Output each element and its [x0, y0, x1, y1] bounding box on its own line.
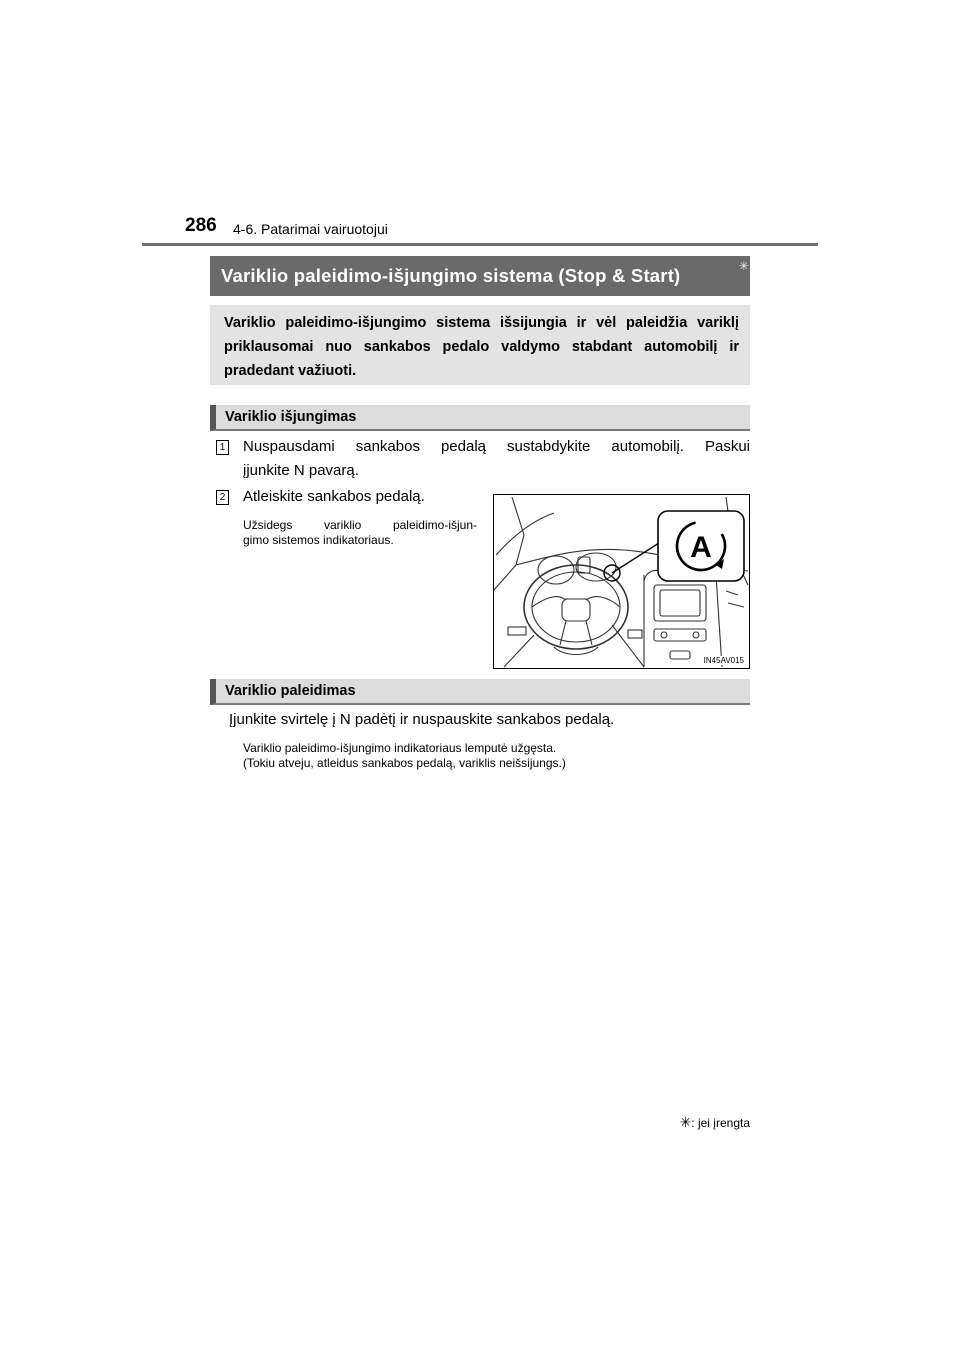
step-1-text-line-1: Nuspausdami sankabos pedalą sustabdykite automobilį. Paskui [243, 438, 750, 455]
dashboard-illustration [493, 494, 750, 669]
section-heading-text: Variklio išjungimas [225, 409, 357, 425]
dashboard-drawing [494, 495, 749, 668]
step-2-note-line-1: Užsidegs variklio paleidimo-išjun- [243, 518, 477, 532]
intro-text: Variklio paleidimo-išjungimo sistema išsijungia ir vėl paleidžia variklį priklausomai nuo sankabos pedalo valdymo stabdant automobilį ir pradedant važiuoti. [224, 315, 739, 379]
asterisk-icon: ✳ [738, 259, 749, 273]
step-1-text-line-2: įjunkite N pavarą. [243, 462, 359, 479]
step-2-text: Atleiskite sankabos pedalą. [243, 488, 425, 505]
header-divider [142, 243, 818, 246]
start-instruction-text: Įjunkite svirtelę į N padėtį ir nuspauskite sankabos pedalą. [229, 711, 615, 728]
section-reference: 4-6. Patarimai vairuotojui [233, 221, 388, 237]
start-note-line-1: Variklio paleidimo-išjungimo indikatoriaus lemputė užgęsta. [243, 741, 557, 755]
main-title: Variklio paleidimo-išjungimo sistema (Stop & Start) [221, 265, 681, 286]
section-heading-text: Variklio paleidimas [225, 683, 356, 699]
section-heading-engine-stop [210, 405, 750, 431]
main-title-bar [210, 256, 750, 296]
step-number-1: 1 [216, 440, 229, 455]
footnote-text: : jei įrengta [691, 1116, 750, 1130]
callout-letter: A [690, 531, 712, 564]
section-heading-engine-start [210, 679, 750, 705]
step-2-note-line-2: gimo sistemos indikatoriaus. [243, 533, 394, 547]
intro-box [210, 305, 750, 385]
start-note-line-2: (Tokiu atveju, atleidus sankabos pedalą, variklis neišsijungs.) [243, 756, 566, 770]
step-number-2: 2 [216, 490, 229, 505]
figure-code: IN45AV015 [703, 656, 744, 665]
asterisk-icon: ✳ [679, 1114, 692, 1130]
page-number: 286 [185, 215, 217, 236]
footnote [680, 1114, 750, 1131]
